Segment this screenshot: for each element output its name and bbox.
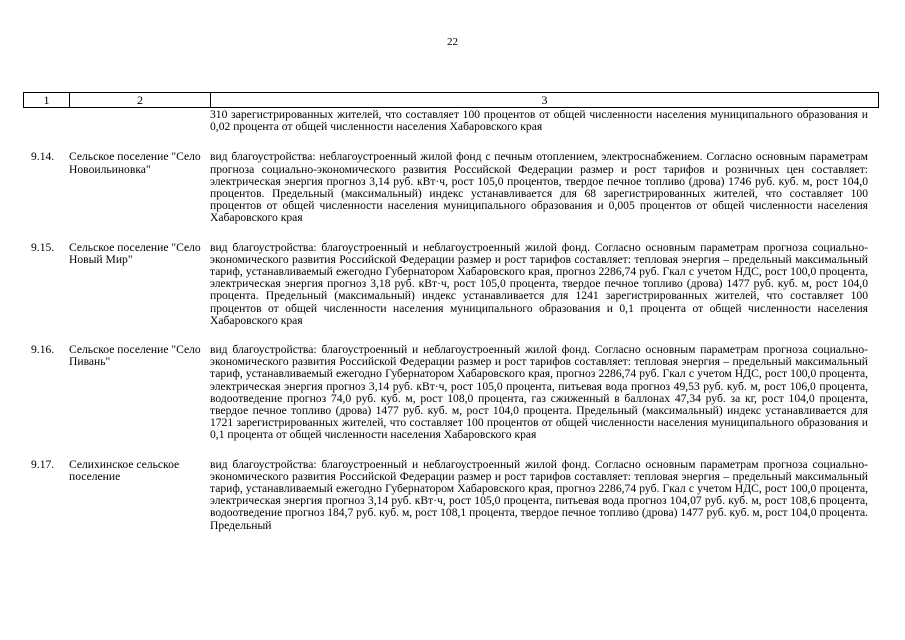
column-1-header: 1	[24, 93, 70, 108]
table-body	[23, 109, 878, 532]
row-number: 9.16.	[31, 343, 55, 357]
table-row	[23, 344, 878, 442]
settlement-name: Сельское поселение "Село Пивань"	[69, 343, 201, 369]
row-description: вид благоустройства: благоустроенный и неблагоустроенный жилой фонд. Согласно основным параметрам прогноза социально-экономического развития Российской Федерации размер и рост тарифов составляет: тепловая энергия – предельный максимальный тариф, устанавливаемый ежегодно Губернатором Хабаровского края, прогноз 2286,74 руб. Гкал с учетом НДС, рост 100,0 процента, электрическая энергия прогноз 3,18 руб. кВт·ч, рост 105,0 процента, твердое печное топливо (дрова) 1477 руб. куб. м, рост 104,0 процента. Предельный (максимальный) индекс устанавливается для 1241 зарегистрированных жителей, что составляет 100 процентов от общей численности населения муниципального образования и 0,1 процента от общей численности населения Хабаровского края	[210, 240, 868, 327]
continuation-text: 310 зарегистрированных жителей, что составляет 100 процентов от общей численности населения муниципального образования и 0,02 процента от общей численности населения Хабаровского края	[210, 108, 868, 134]
settlement-name: Сельское поселение "Село Новоильиновка"	[69, 150, 201, 176]
table-row	[23, 151, 878, 224]
table-header	[23, 92, 879, 108]
table-row	[23, 242, 878, 327]
row-description: вид благоустройства: благоустроенный и неблагоустроенный жилой фонд. Согласно основным параметрам прогноза социально-экономического развития Российской Федерации размер и рост тарифов составляет: тепловая энергия – предельный максимальный тариф, устанавливаемый ежегодно Губернатором Хабаровского края, прогноз 2286,74 руб. Гкал с учетом НДС, рост 100,0 процента, электрическая энергия прогноз 3,14 руб. кВт·ч, рост 105,0 процента, питьевая вода прогноз 49,53 руб. куб. м, рост 106,0 процента, водоотведение прогноз 74,0 руб. куб. м, рост 108,0 процента, газ сжиженный в баллонах 47,34 руб. за кг, рост 104,0 процента, твердое печное топливо (дрова) 1477 руб. куб. м, рост 104,0 процента. Предельный (максимальный) индекс устанавливается для 1721 зарегистрированных жителей, что составляет 100 процентов от общей численности населения муниципального образования и 0,1 процента от общей численности населения Хабаровского края	[210, 343, 868, 442]
column-3-header: 3	[211, 93, 879, 108]
row-description: вид благоустройства: неблагоустроенный жилой фонд с печным отоплением, электроснабжением. Согласно основным параметрам прогноза социально-экономического развития Российской Федерации размер и рост тарифов и розничных цен составляет: электрическая энергия прогноз 3,14 руб. кВт·ч, рост 105,0 процентов, твердое печное топливо (дрова) 1746 руб. куб. м, рост 104,0 процентов. Предельный (максимальный) индекс устанавливается для 68 зарегистрированных жителей, что составляет 100 процентов от общей численности населения муниципального образования и 0,005 процентов от общей численности населения Хабаровского края	[210, 150, 868, 225]
row-number: 9.14.	[31, 150, 55, 164]
row-number: 9.15.	[31, 240, 55, 254]
table-row	[23, 459, 878, 532]
row-description: вид благоустройства: благоустроенный и неблагоустроенный жилой фонд. Согласно основным параметрам прогноза социально-экономического развития Российской Федерации размер и рост тарифов составляет: тепловая энергия – предельный максимальный тариф, устанавливаемый ежегодно Губернатором Хабаровского края, прогноз 2286,74 руб. Гкал с учетом НДС, рост 100,0 процента, электрическая энергия прогноз 3,14 руб. кВт·ч, рост 105,0 процента, питьевая вода прогноз 104,07 руб. куб. м, рост 108,6 процента, водоотведение прогноз 184,7 руб. куб. м, рост 108,1 процента, твердое печное топливо (дрова) 1477 руб. куб. м, рост 104,0 процента. Предельный	[210, 457, 868, 532]
settlement-name: Селихинское сельское поселение	[69, 457, 180, 483]
row-number: 9.17.	[31, 457, 55, 471]
settlement-name: Сельское поселение "Село Новый Мир"	[69, 240, 201, 266]
column-2-header: 2	[70, 93, 211, 108]
page-number: 22	[447, 36, 458, 48]
